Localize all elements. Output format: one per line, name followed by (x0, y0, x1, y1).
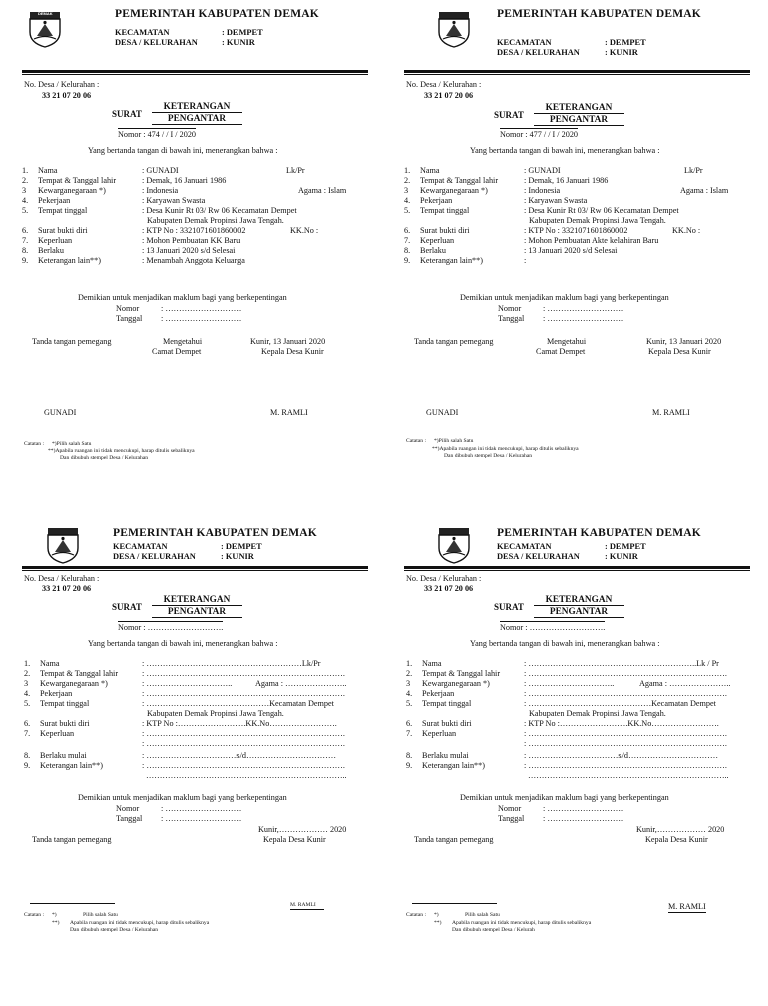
kecamatan-label: KECAMATAN (115, 28, 170, 37)
num-6: 6. (24, 719, 31, 728)
kecamatan-label: KECAMATAN (497, 542, 552, 551)
note-star-2: **)Apabila ruangan ini tidak mencukupi, harap ditulis sebaliknya (48, 448, 195, 454)
kecamatan-value: : DEMPET (221, 542, 262, 551)
note-star-1: *)Pilih salah Satu (52, 441, 92, 447)
surat-label: SURAT (112, 109, 142, 119)
value-lain: : ………………………………………………………………. (142, 761, 345, 770)
label-ttl: Tempat & Tanggal lahir (38, 176, 117, 185)
label-kerja: Pekerjaan (422, 689, 455, 698)
desa-value: : KUNIR (605, 48, 638, 57)
tanda-tangan-label: Tanda tangan pemegang (32, 337, 112, 346)
label-kerja: Pekerjaan (420, 196, 453, 205)
government-title: PEMERINTAH KABUPATEN DEMAK (113, 527, 317, 539)
keterangan-title: KETERANGAN (152, 595, 242, 606)
kades-signature-line (290, 909, 324, 910)
note-catatan: Catatan : (406, 438, 427, 444)
kecamatan-value: : DEMPET (222, 28, 263, 37)
num-2: 2. (404, 176, 411, 185)
kades-name: M. RAMLI (652, 408, 690, 417)
kades-name: M. RAMLI (270, 408, 308, 417)
kades-name: M. RAMLI (668, 902, 706, 911)
tanda-tangan-label: Tanda tangan pemegang (414, 337, 494, 346)
value-kk: KK.No : (290, 226, 319, 235)
desa-value: : KUNIR (605, 552, 638, 561)
value-lain: : (524, 256, 527, 265)
label-lain: Keterangan lain**) (420, 256, 483, 265)
value-warga: : Indonesia (142, 186, 179, 195)
label-lain: Keterangan lain**) (40, 761, 103, 770)
kepala-desa-label: Kepala Desa Kunir (648, 347, 711, 356)
num-4: 4. (24, 689, 31, 698)
value-agama: Agama : Islam (298, 186, 347, 195)
note-star-1-mark: *) (434, 912, 439, 918)
no-desa-label: No. Desa / Kelurahan : (24, 574, 100, 583)
surat-label: SURAT (494, 602, 524, 612)
kecamatan-label: KECAMATAN (113, 542, 168, 551)
closing-nomor-label: Nomor (116, 304, 140, 313)
government-title: PEMERINTAH KABUPATEN DEMAK (115, 8, 319, 20)
value-perlu: : Mohon Pembuatan KK Baru (142, 236, 241, 245)
num-9: 9. (404, 256, 411, 265)
num-7: 7. (406, 729, 413, 738)
note-star-1: *)Pilih salah Satu (434, 438, 474, 444)
note-catatan: Catatan : (24, 441, 45, 447)
kepala-desa-label: Kepala Desa Kunir (261, 347, 324, 356)
pengantar-title: PENGANTAR (152, 607, 242, 618)
label-berlaku-mulai: Berlaku mulai (40, 751, 87, 760)
form-bottom-left (0, 503, 384, 1006)
num-3: 3 (404, 186, 409, 195)
kunir-date: Kunir, 13 Januari 2020 (646, 337, 722, 346)
value-ttl: : Demak, 16 Januari 1986 (524, 176, 609, 185)
tanda-tangan-label: Tanda tangan pemegang (414, 835, 494, 844)
note-catatan: Catatan : (406, 912, 427, 918)
value-kerja: : ………………………………………………………………. (524, 689, 727, 698)
government-title: PEMERINTAH KABUPATEN DEMAK (497, 8, 701, 20)
num-2: 2. (406, 669, 413, 678)
no-desa-label: No. Desa / Kelurahan : (406, 80, 482, 89)
closing-demikian: Demikian untuk menjadikan maklum bagi yang berkepentingan (460, 293, 669, 302)
desa-label: DESA / KELURAHAN (497, 552, 580, 561)
note-star-2: **)Apabila ruangan ini tidak mencukupi, harap ditulis sebaliknya (432, 446, 579, 452)
kecamatan-label: KECAMATAN (497, 38, 552, 47)
label-berlaku: Berlaku (38, 246, 64, 255)
label-tinggal: Tempat tinggal (420, 206, 470, 215)
value-nama: : …………………………………………………Lk/Pr (142, 659, 321, 668)
note-pilih: Pilih salah Satu (83, 912, 118, 918)
label-ttl: Tempat & Tanggal lahir (420, 176, 499, 185)
num-7: 7. (22, 236, 29, 245)
value-bukti: : KTP No :…………………….KK.No……………………. (142, 719, 337, 728)
note-apabila: Apabila ruangan ini tidak mencukupi, harap ditulis sebaliknya (452, 920, 592, 926)
closing-tanggal-dots: : ………………………. (543, 314, 624, 323)
value-kabupaten: Kabupaten Demak Propinsi Jawa Tengah. (147, 709, 284, 718)
value-lk: Lk/Pr (286, 166, 305, 175)
value-nama: : GUNADI (142, 166, 179, 175)
closing-demikian: Demikian untuk menjadikan maklum bagi yang berkepentingan (78, 293, 287, 302)
num-5: 5. (24, 699, 31, 708)
intro-text: Yang bertanda tangan di bawah ini, menerangkan bahwa : (88, 146, 278, 155)
value-perlu: : Mohon Pembuatan Akte kelahiran Baru (524, 236, 659, 245)
value-lain: : ………………………………………………………………. (524, 761, 727, 770)
label-ttl: Tempat & Tanggal lahir (40, 669, 119, 678)
num-5: 5. (22, 206, 29, 215)
num-8: 8. (24, 751, 31, 760)
note-star-1-mark: *) (52, 912, 57, 918)
keterangan-title: KETERANGAN (152, 102, 242, 113)
value-tinggal-2: Kabupaten Demak Propinsi Jawa Tengah. (529, 216, 666, 225)
value-bukti: : KTP No : 3321071601860002 (524, 226, 628, 235)
label-nama: Nama (422, 659, 442, 668)
label-warga: Kewarganegaraan *) (422, 679, 490, 688)
num-9: 9. (24, 761, 31, 770)
value-berlaku: : 13 Januari 2020 s/d Selesai (142, 246, 236, 255)
kepala-desa-label: Kepala Desa Kunir (645, 835, 708, 844)
value-agama: Agama : ………………….. (255, 679, 347, 688)
value-perlu-cont: : ………………………………………………………………. (142, 739, 345, 748)
num-1: 1. (22, 166, 29, 175)
value-warga: : Indonesia (524, 186, 561, 195)
holder-name: GUNADI (44, 408, 77, 417)
label-kerja: Pekerjaan (40, 689, 73, 698)
value-lain-cont: ……………………………………………………………….. (528, 771, 729, 780)
value-nama: : GUNADI (524, 166, 561, 175)
value-tinggal-2: Kabupaten Demak Propinsi Jawa Tengah. (147, 216, 284, 225)
num-7: 7. (404, 236, 411, 245)
holder-name: GUNADI (426, 408, 459, 417)
value-nama: : ……………………………………………………..Lk / Pr (524, 659, 719, 668)
desa-value: : KUNIR (222, 38, 255, 47)
intro-text: Yang bertanda tangan di bawah ini, menerangkan bahwa : (470, 146, 660, 155)
num-2: 2. (24, 669, 31, 678)
kepala-desa-label: Kepala Desa Kunir (263, 835, 326, 844)
label-perlu: Keperluan (40, 729, 75, 738)
num-3: 3 (22, 186, 27, 195)
mengetahui-label: Mengetahui (547, 337, 587, 346)
mengetahui-label: Mengetahui (163, 337, 203, 346)
nomor-line: Nomor : ………………………. (500, 623, 606, 632)
value-tinggal: : ………………………………………Kecamatan Dempet (524, 699, 716, 708)
value-lain: : Menambah Anggota Keluarga (142, 256, 245, 265)
kunir-date: Kunir, 13 Januari 2020 (250, 337, 326, 346)
value-berlaku: : ……………………………s/d…………………………… (142, 751, 337, 760)
holder-signature-line (30, 903, 115, 904)
closing-tanggal-dots: : ………………………. (161, 314, 242, 323)
num-6: 6. (404, 226, 411, 235)
intro-text: Yang bertanda tangan di bawah ini, menerangkan bahwa : (470, 639, 660, 648)
no-desa-value: 33 21 07 20 06 (424, 91, 474, 100)
value-tinggal-1: : Desa Kunir Rt 03/ Rw 06 Kecamatan Dempet (524, 206, 679, 215)
num-6: 6. (406, 719, 413, 728)
pengantar-title: PENGANTAR (534, 115, 624, 126)
closing-demikian: Demikian untuk menjadikan maklum bagi yang berkepentingan (78, 793, 287, 802)
num-6: 6. (22, 226, 29, 235)
logo-text: DEMAK (38, 11, 53, 16)
num-4: 4. (404, 196, 411, 205)
num-3: 3 (24, 679, 29, 688)
label-lain: Keterangan lain**) (38, 256, 101, 265)
demak-logo-icon (437, 526, 471, 564)
pengantar-title: PENGANTAR (152, 114, 242, 125)
label-lain: Keterangan lain**) (422, 761, 485, 770)
pengantar-title: PENGANTAR (534, 607, 624, 618)
num-8: 8. (22, 246, 29, 255)
label-tinggal: Tempat tinggal (40, 699, 90, 708)
header-rule-thin (22, 570, 368, 571)
desa-label: DESA / KELURAHAN (497, 48, 580, 57)
value-perlu: : ………………………………………………………………. (524, 729, 727, 738)
label-tinggal: Tempat tinggal (422, 699, 472, 708)
label-warga: Kewarganegaraan *) (38, 186, 106, 195)
closing-tanggal-label: Tanggal (116, 314, 143, 323)
num-1: 1. (406, 659, 413, 668)
label-berlaku-mulai: Berlaku mulai (422, 751, 469, 760)
nomor-line: Nomor : 474 / / I / 2020 (118, 130, 197, 139)
camat-label: Camat Dempet (536, 347, 586, 356)
closing-nomor-dots: : ………………………. (543, 804, 624, 813)
camat-label: Camat Dempet (152, 347, 202, 356)
closing-tanggal-label: Tanggal (498, 814, 525, 823)
nomor-line: Nomor : ………………………. (118, 623, 224, 632)
num-5: 5. (404, 206, 411, 215)
note-apabila: Apabila ruangan ini tidak mencukupi, harap ditulis sebaliknya (70, 920, 210, 926)
label-bukti: Surat bukti diri (40, 719, 90, 728)
label-perlu: Keperluan (420, 236, 455, 245)
num-1: 1. (24, 659, 31, 668)
no-desa-value: 33 21 07 20 06 (42, 584, 92, 593)
demak-logo-icon (437, 10, 471, 48)
label-nama: Nama (38, 166, 58, 175)
num-4: 4. (22, 196, 29, 205)
note-star-2-mark: **) (434, 920, 442, 926)
label-warga: Kewarganegaraan *) (420, 186, 488, 195)
note-star-2-mark: **) (52, 920, 60, 926)
header-rule-thin (404, 570, 750, 571)
num-9: 9. (22, 256, 29, 265)
value-agama: Agama : ………………….. (639, 679, 731, 688)
header-rule-thin (22, 74, 368, 75)
intro-text: Yang bertanda tangan di bawah ini, menerangkan bahwa : (88, 639, 278, 648)
label-nama: Nama (40, 659, 60, 668)
label-tinggal: Tempat tinggal (38, 206, 88, 215)
value-warga: : ………………………….. (142, 679, 233, 688)
nomor-line: Nomor : 477 / / I / 2020 (500, 130, 579, 139)
desa-value: : KUNIR (221, 552, 254, 561)
kecamatan-value: : DEMPET (605, 38, 646, 47)
desa-label: DESA / KELURAHAN (113, 552, 196, 561)
note-pilih: Pilih salah Satu (465, 912, 500, 918)
num-4: 4. (406, 689, 413, 698)
num-2: 2. (22, 176, 29, 185)
value-perlu: : ………………………………………………………………. (142, 729, 345, 738)
value-tinggal-1: : Desa Kunir Rt 03/ Rw 06 Kecamatan Dempet (142, 206, 297, 215)
label-nama: Nama (420, 166, 440, 175)
value-agama: Agama : Islam (680, 186, 729, 195)
header-rule-thick (404, 70, 750, 73)
holder-signature-line (412, 903, 497, 904)
header-rule-thick (404, 566, 750, 569)
value-ttl: : Demak, 16 Januari 1986 (142, 176, 227, 185)
note-catatan: Catatan : (24, 912, 45, 918)
label-berlaku: Berlaku (420, 246, 446, 255)
label-ttl: Tempat & Tanggal lahir (422, 669, 501, 678)
no-desa-value: 33 21 07 20 06 (42, 91, 92, 100)
tanda-tangan-label: Tanda tangan pemegang (32, 835, 112, 844)
num-9: 9. (406, 761, 413, 770)
kunir-date-blank: Kunir,……………… 2020 (636, 825, 725, 834)
value-lain-cont: ……………………………………………………………….. (146, 771, 347, 780)
note-dibubuh: Dan dibubuh stempel Desa / Kelurahan (70, 927, 159, 933)
keterangan-title: KETERANGAN (534, 595, 624, 606)
no-desa-label: No. Desa / Kelurahan : (24, 80, 100, 89)
header-rule-thick (22, 70, 368, 73)
surat-label: SURAT (494, 110, 524, 120)
note-star-3: Dan dibubuh stempel Desa / Kelurahan (60, 455, 149, 461)
value-ttl: : ………………………………………………………………. (142, 669, 345, 678)
label-perlu: Keperluan (38, 236, 73, 245)
value-kerja: : ………………………………………………………………. (142, 689, 345, 698)
num-8: 8. (404, 246, 411, 255)
closing-tanggal-dots: : ………………………. (161, 814, 242, 823)
value-berlaku: : 13 Januari 2020 s/d Selesai (524, 246, 618, 255)
closing-nomor-dots: : ………………………. (543, 304, 624, 313)
closing-nomor-label: Nomor (498, 304, 522, 313)
num-3: 3 (406, 679, 411, 688)
value-warga: : ………………………….. (524, 679, 615, 688)
value-kk: KK.No : (672, 226, 701, 235)
closing-nomor-label: Nomor (116, 804, 140, 813)
no-desa-value: 33 21 07 20 06 (424, 584, 474, 593)
value-tinggal: : ………………………………………Kecamatan Dempet (142, 699, 334, 708)
label-warga: Kewarganegaraan *) (40, 679, 108, 688)
surat-label: SURAT (112, 602, 142, 612)
label-perlu: Keperluan (422, 729, 457, 738)
closing-tanggal-label: Tanggal (498, 314, 525, 323)
closing-tanggal-dots: : ………………………. (543, 814, 624, 823)
value-bukti: : KTP No : 3321071601860002 (142, 226, 246, 235)
value-kabupaten: Kabupaten Demak Propinsi Jawa Tengah. (529, 709, 666, 718)
value-kerja: : Karyawan Swasta (524, 196, 588, 205)
closing-demikian: Demikian untuk menjadikan maklum bagi yang berkepentingan (460, 793, 669, 802)
keterangan-title: KETERANGAN (534, 103, 624, 114)
form-top-right (384, 0, 768, 503)
label-bukti: Surat bukti diri (422, 719, 472, 728)
closing-nomor-label: Nomor (498, 804, 522, 813)
label-bukti: Surat bukti diri (38, 226, 88, 235)
label-bukti: Surat bukti diri (420, 226, 470, 235)
num-7: 7. (24, 729, 31, 738)
closing-nomor-dots: : ………………………. (161, 304, 242, 313)
value-lk: Lk/Pr (684, 166, 703, 175)
value-bukti: : KTP No :…………………….KK.No……………………. (524, 719, 719, 728)
kunir-date-blank: Kunir,……………… 2020 (258, 825, 347, 834)
form-top-left (0, 0, 384, 503)
kades-name: M. RAMLI (290, 902, 316, 908)
kecamatan-value: : DEMPET (605, 542, 646, 551)
num-1: 1. (404, 166, 411, 175)
value-perlu-cont: : ………………………………………………………………. (524, 739, 727, 748)
header-rule-thick (22, 566, 368, 569)
value-berlaku: : ……………………………s/d…………………………… (524, 751, 719, 760)
header-rule-thin (404, 74, 750, 75)
closing-nomor-dots: : ………………………. (161, 804, 242, 813)
value-kerja: : Karyawan Swasta (142, 196, 206, 205)
note-star-3: Dan dibubuh stempel Desa / Kelurahan (444, 453, 533, 459)
value-ttl: : ………………………………………………………………. (524, 669, 727, 678)
form-bottom-right (384, 503, 768, 1006)
government-title: PEMERINTAH KABUPATEN DEMAK (497, 527, 701, 539)
no-desa-label: No. Desa / Kelurahan : (406, 574, 482, 583)
num-8: 8. (406, 751, 413, 760)
label-kerja: Pekerjaan (38, 196, 71, 205)
desa-label: DESA / KELURAHAN (115, 38, 198, 47)
demak-logo-icon (46, 526, 80, 564)
closing-tanggal-label: Tanggal (116, 814, 143, 823)
note-dibubuh: Dan dibubuh stempel Desa / Kelurah (452, 927, 535, 933)
num-5: 5. (406, 699, 413, 708)
